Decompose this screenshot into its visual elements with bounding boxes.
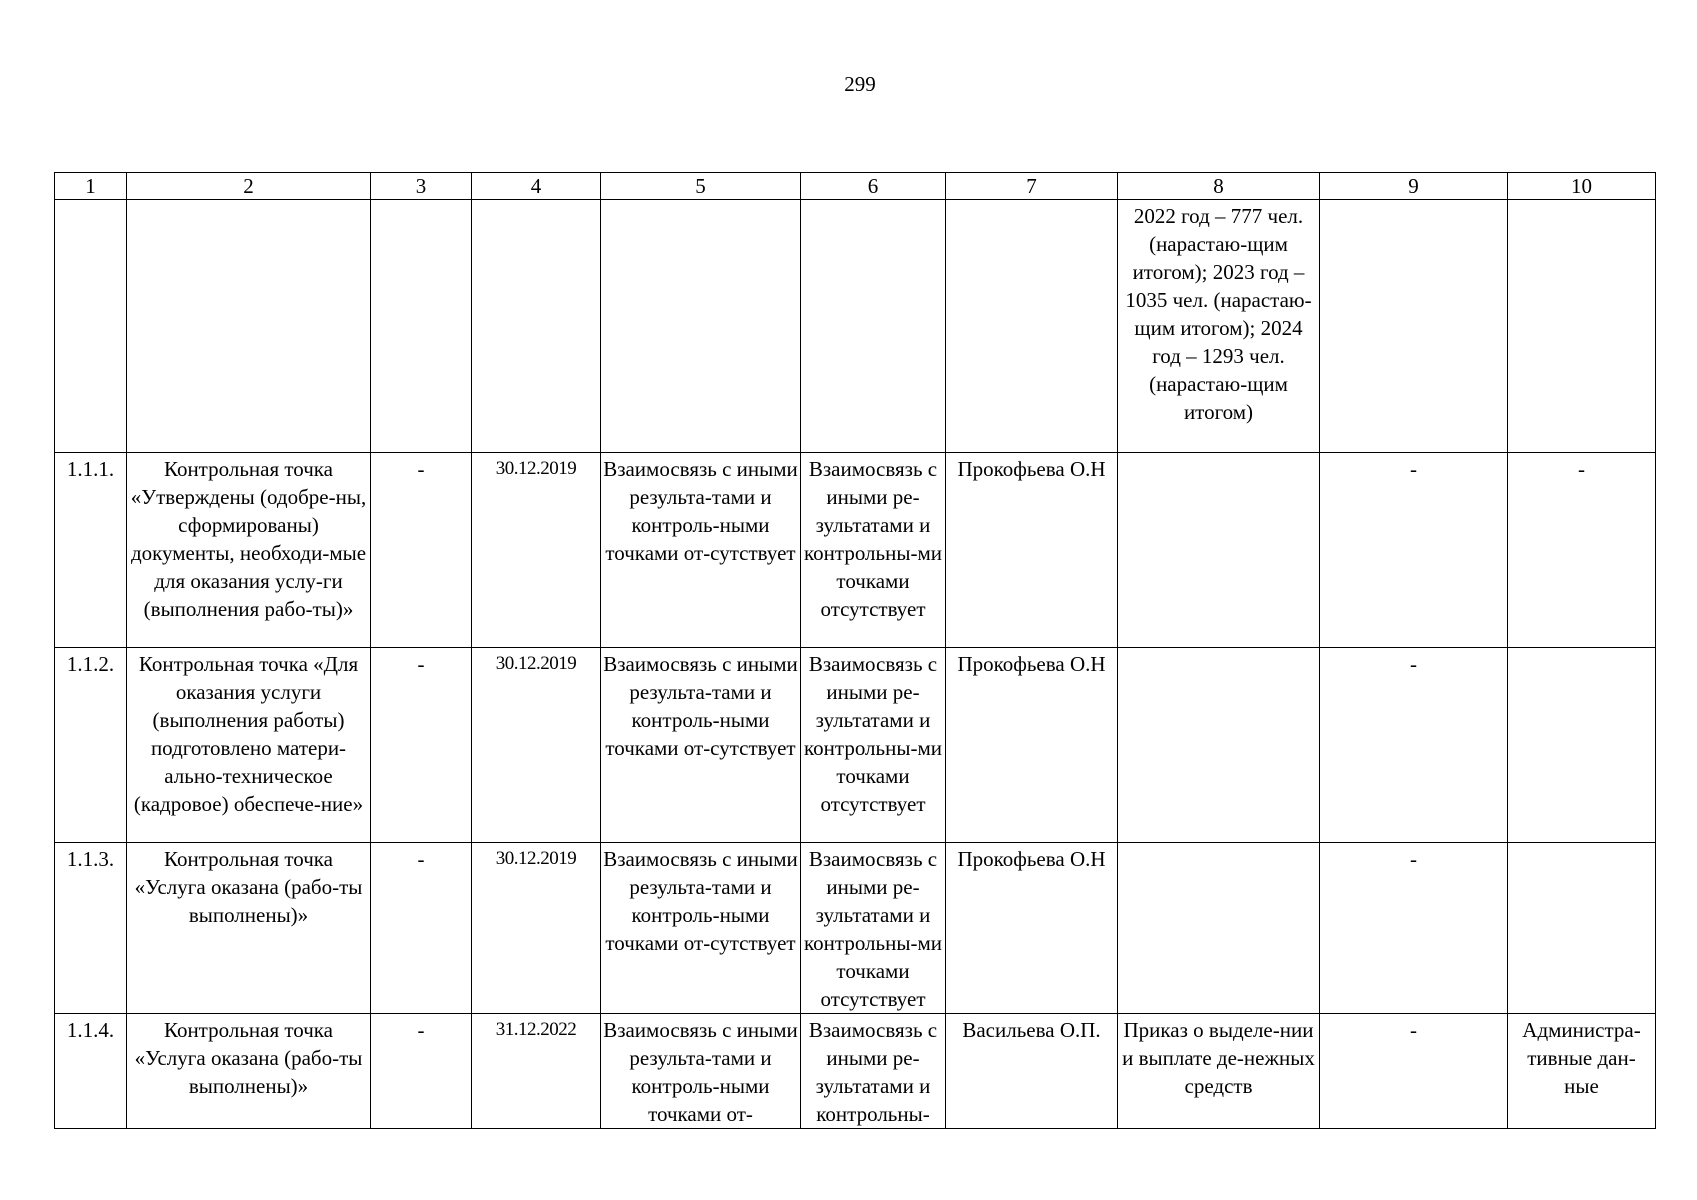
row-number-cell: 1.1.3. bbox=[55, 843, 127, 1014]
table-row bbox=[55, 453, 1656, 648]
indicator-cell bbox=[1118, 843, 1320, 1014]
row-number-cell bbox=[55, 200, 127, 453]
column-header: 8 bbox=[1118, 173, 1320, 200]
description-cell: Контрольная точка «Утверждены (одобре-ны, сформированы) документы, необходи-мые для оказания услу-ги (выполнения рабо-ты)» bbox=[127, 453, 371, 648]
cell-col10 bbox=[1508, 648, 1656, 843]
cell-col3: - bbox=[371, 843, 472, 1014]
column-header: 6 bbox=[801, 173, 946, 200]
cell-col10: - bbox=[1508, 453, 1656, 648]
cell-col10: Администра-тивные дан-ные bbox=[1508, 1014, 1656, 1129]
responsible-cell: Прокофьева О.Н bbox=[946, 453, 1118, 648]
data-table bbox=[54, 172, 1656, 1129]
column-header: 5 bbox=[601, 173, 801, 200]
responsible-cell: Прокофьева О.Н bbox=[946, 648, 1118, 843]
column-header: 10 bbox=[1508, 173, 1656, 200]
relation-cell-2: Взаимосвязь с иными ре-зультатами и контрольны-ми точками отсутствует bbox=[801, 648, 946, 843]
cell-col9: - bbox=[1320, 843, 1508, 1014]
relation-cell-2 bbox=[801, 200, 946, 453]
row-number-cell: 1.1.2. bbox=[55, 648, 127, 843]
responsible-cell bbox=[946, 200, 1118, 453]
cell-col3: - bbox=[371, 453, 472, 648]
cell-col9: - bbox=[1320, 453, 1508, 648]
column-header: 3 bbox=[371, 173, 472, 200]
date-cell bbox=[472, 200, 601, 453]
cell-col3: - bbox=[371, 648, 472, 843]
indicator-cell bbox=[1118, 453, 1320, 648]
description-cell: Контрольная точка «Услуга оказана (рабо-ты выполнены)» bbox=[127, 843, 371, 1014]
date-cell: 30.12.2019 bbox=[472, 453, 601, 648]
responsible-cell: Прокофьева О.Н bbox=[946, 843, 1118, 1014]
cell-col3 bbox=[371, 200, 472, 453]
description-cell: Контрольная точка «Услуга оказана (рабо-ты выполнены)» bbox=[127, 1014, 371, 1129]
column-header: 4 bbox=[472, 173, 601, 200]
cell-col10 bbox=[1508, 200, 1656, 453]
relation-cell: Взаимосвязь с иными результа-тами и контроль-ными точками от-сутствует bbox=[601, 843, 801, 1014]
indicator-cell: 2022 год – 777 чел. (нарастаю-щим итогом); 2023 год – 1035 чел. (нарастаю-щим итогом); 2024 год – 1293 чел. (нарастаю-щим итогом) bbox=[1118, 200, 1320, 453]
row-number-cell: 1.1.4. bbox=[55, 1014, 127, 1129]
relation-cell-2: Взаимосвязь с иными ре-зультатами и контрольны-ми точками отсутствует bbox=[801, 453, 946, 648]
cell-col9: - bbox=[1320, 1014, 1508, 1129]
date-cell: 30.12.2019 bbox=[472, 648, 601, 843]
table-row bbox=[55, 648, 1656, 843]
indicator-cell: Приказ о выделе-нии и выплате де-нежных средств bbox=[1118, 1014, 1320, 1129]
description-cell: Контрольная точка «Для оказания услуги (выполнения работы) подготовлено матери-ально-техническое (кадровое) обеспече-ние» bbox=[127, 648, 371, 843]
table-row bbox=[55, 843, 1656, 1014]
relation-cell: Взаимосвязь с иными результа-тами и контроль-ными точками от-сутствует bbox=[601, 648, 801, 843]
description-cell bbox=[127, 200, 371, 453]
row-number-cell: 1.1.1. bbox=[55, 453, 127, 648]
column-header: 7 bbox=[946, 173, 1118, 200]
column-header: 1 bbox=[55, 173, 127, 200]
cell-col3: - bbox=[371, 1014, 472, 1129]
relation-cell-2: Взаимосвязь с иными ре-зультатами и контрольны- bbox=[801, 1014, 946, 1129]
column-header: 9 bbox=[1320, 173, 1508, 200]
responsible-cell: Васильева О.П. bbox=[946, 1014, 1118, 1129]
table-row bbox=[55, 200, 1656, 453]
indicator-cell bbox=[1118, 648, 1320, 843]
table-header-row bbox=[55, 173, 1656, 200]
date-cell: 30.12.2019 bbox=[472, 843, 601, 1014]
relation-cell-2: Взаимосвязь с иными ре-зультатами и контрольны-ми точками отсутствует bbox=[801, 843, 946, 1014]
date-cell: 31.12.2022 bbox=[472, 1014, 601, 1129]
cell-col10 bbox=[1508, 843, 1656, 1014]
cell-col9 bbox=[1320, 200, 1508, 453]
relation-cell: Взаимосвязь с иными результа-тами и контроль-ными точками от-сутствует bbox=[601, 453, 801, 648]
relation-cell bbox=[601, 200, 801, 453]
page-number: 299 bbox=[844, 72, 876, 96]
table-row bbox=[55, 1014, 1656, 1129]
cell-col9: - bbox=[1320, 648, 1508, 843]
relation-cell: Взаимосвязь с иными результа-тами и контроль-ными точками от- bbox=[601, 1014, 801, 1129]
column-header: 2 bbox=[127, 173, 371, 200]
